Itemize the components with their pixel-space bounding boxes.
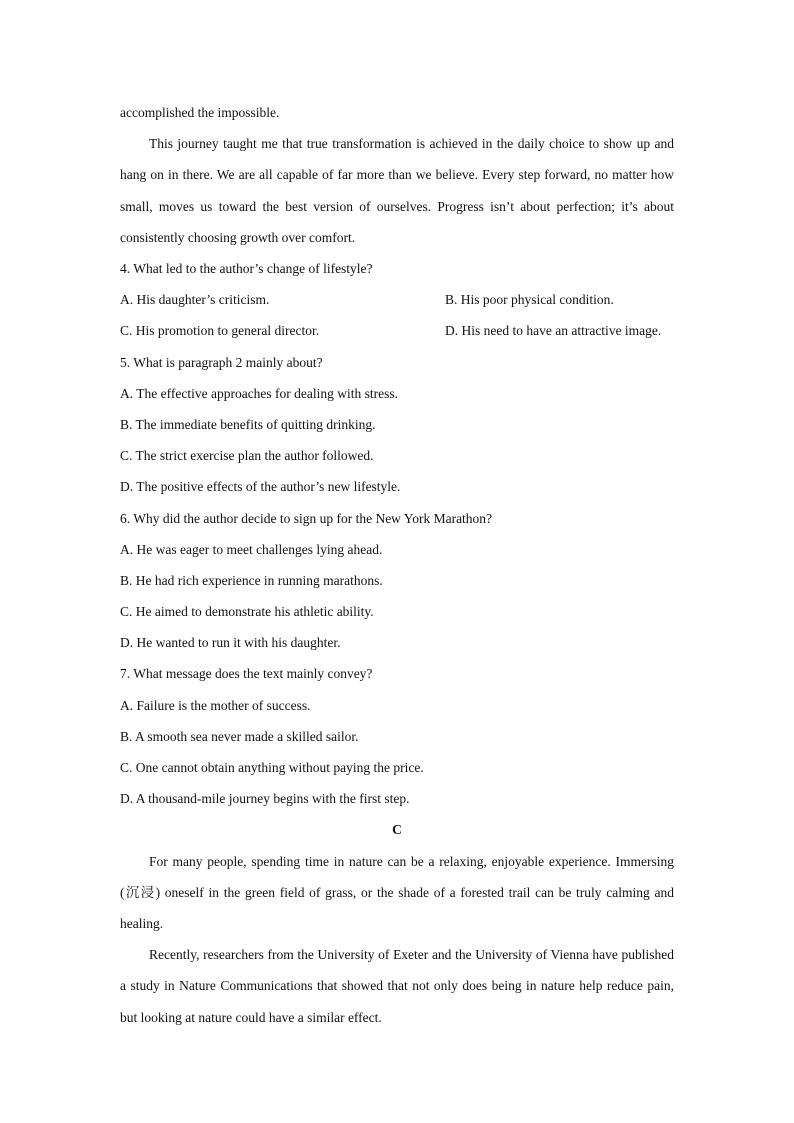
option-d: D. The positive effects of the author’s new lifestyle. — [120, 479, 401, 495]
passage-c-paragraph-1: For many people, spending time in nature can be a relaxing, enjoyable experience. Immersing (沉浸) oneself in the green field of grass, or the shade of a forested trail can be truly calming and healing. — [120, 853, 674, 931]
option-row — [120, 315, 674, 346]
option-row — [120, 284, 674, 315]
question-5 — [120, 347, 674, 503]
option-a: A. The effective approaches for dealing with stress. — [120, 385, 399, 401]
passage-b-closing-line: accomplished the impossible. — [120, 105, 280, 120]
question-stem: 4. What led to the author’s change of lifestyle? — [120, 261, 373, 276]
passage-b-final-paragraph: This journey taught me that true transformation is achieved in the daily choice to show up and hang on in there. We are all capable of far more than we believe. Every step forward, no matter how small, moves us toward the best version of ourselves. Progress isn’t about perfection; it’s about consistently choosing growth over comfort. — [120, 136, 674, 245]
section-heading-c: C — [392, 822, 402, 838]
passage-c-paragraph-2: Recently, researchers from the University of Exeter and the University of Vienna have published a study in Nature Communications that showed that not only does being in nature help reduce pain, but looking at nature could have a similar effect. — [120, 947, 674, 1025]
question-stem: 5. What is paragraph 2 mainly about? — [120, 354, 323, 370]
option-c: C. One cannot obtain anything without paying the price. — [120, 760, 424, 775]
question-6 — [120, 503, 674, 659]
option-d: D. His need to have an attractive image. — [445, 323, 662, 339]
option-d: D. He wanted to run it with his daughter. — [120, 635, 341, 651]
question-4 — [120, 253, 674, 347]
option-a: A. His daughter’s criticism. — [120, 292, 270, 308]
option-c: C. His promotion to general director. — [120, 323, 320, 339]
question-stem: 7. What message does the text mainly convey? — [120, 666, 373, 682]
option-c: C. He aimed to demonstrate his athletic ability. — [120, 604, 374, 620]
document-page — [120, 97, 674, 1033]
question-stem: 6. Why did the author decide to sign up for the New York Marathon? — [120, 510, 493, 526]
option-c: C. The strict exercise plan the author followed. — [120, 448, 374, 464]
option-a: A. He was eager to meet challenges lying ahead. — [120, 541, 383, 557]
option-d: D. A thousand-mile journey begins with the first step. — [120, 791, 410, 807]
option-b: B. A smooth sea never made a skilled sailor. — [120, 728, 359, 744]
option-a: A. Failure is the mother of success. — [120, 697, 311, 713]
option-b: B. He had rich experience in running marathons. — [120, 572, 383, 588]
option-b: B. His poor physical condition. — [445, 292, 614, 308]
question-7 — [120, 658, 674, 814]
option-b: B. The immediate benefits of quitting drinking. — [120, 416, 376, 432]
